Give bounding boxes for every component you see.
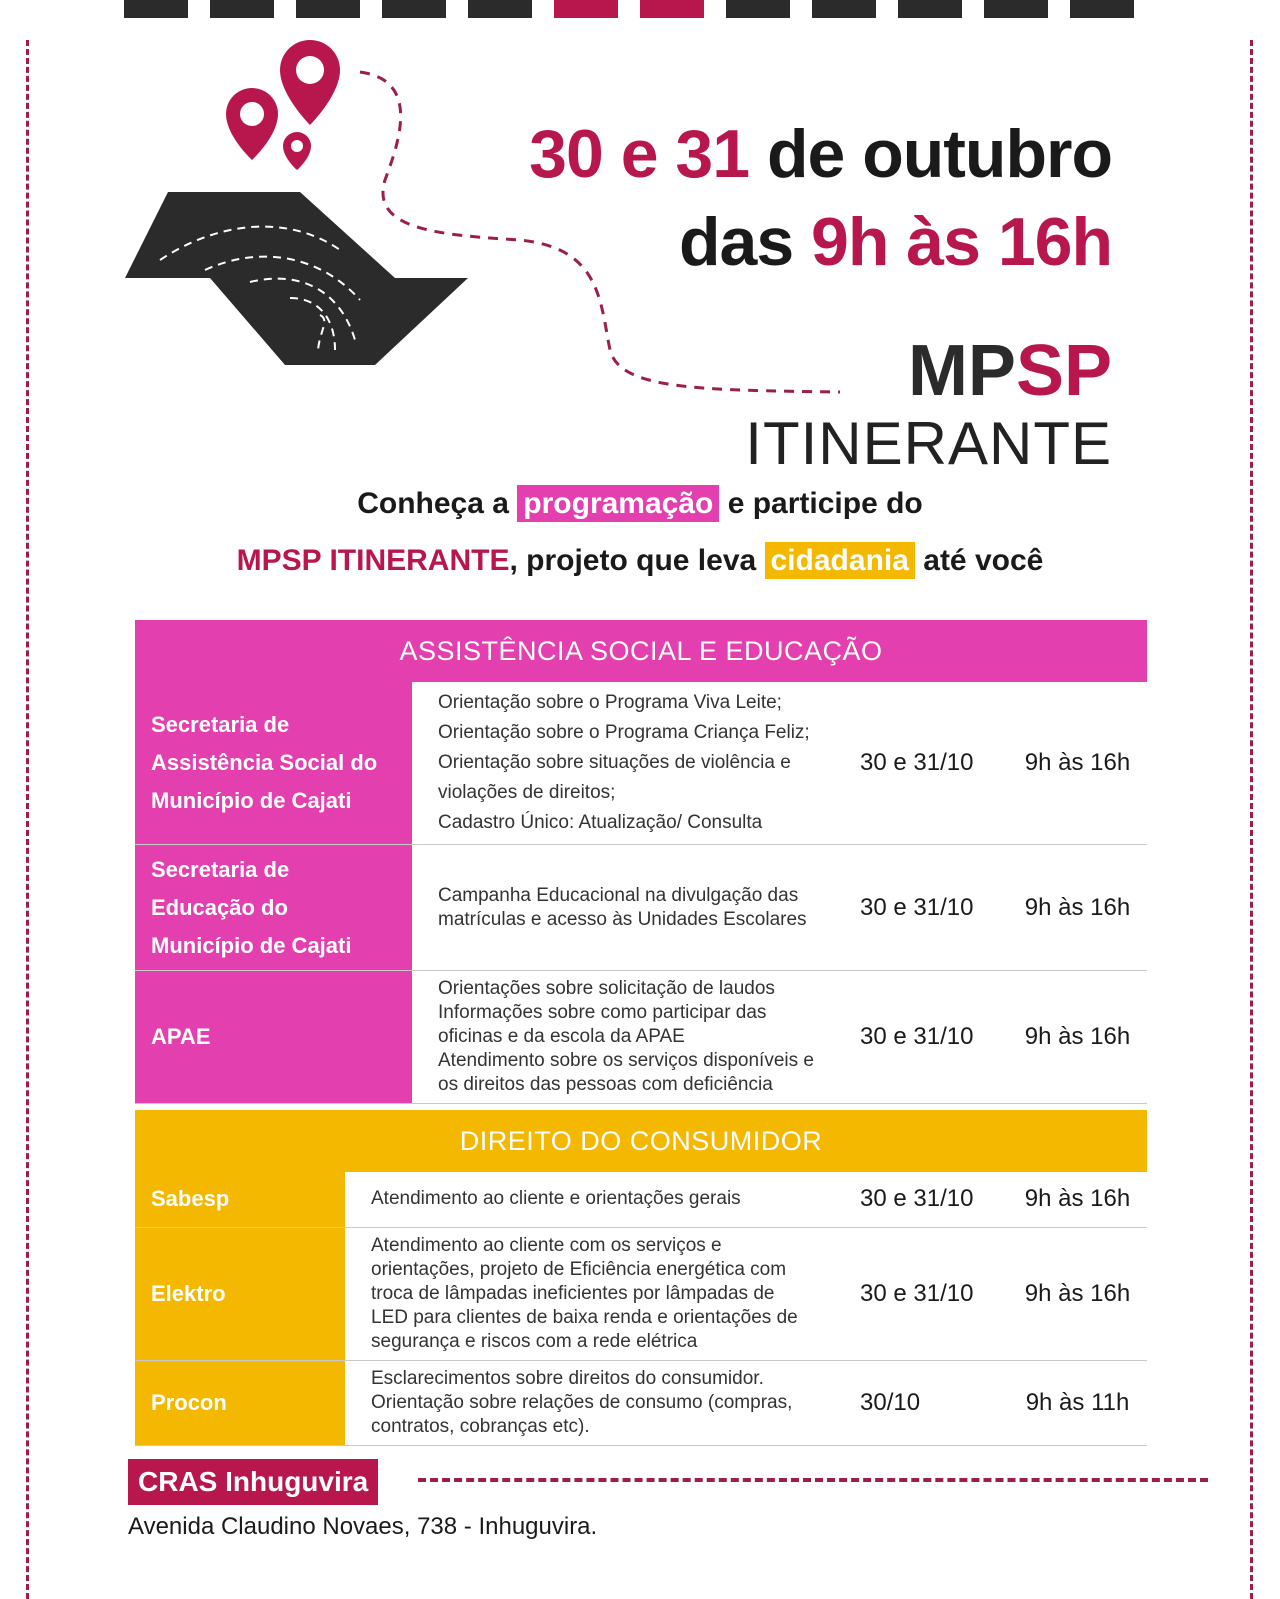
- description-line: os direitos das pessoas com deficiência: [438, 1074, 773, 1095]
- section-consumidor-table: [135, 1110, 1147, 1446]
- date-cell: 30 e 31/10: [848, 971, 1008, 1104]
- organization-name-line: Secretaria de: [151, 856, 290, 882]
- event-date-heading: [529, 110, 1112, 286]
- date-cell: 30 e 31/10: [848, 1227, 1008, 1360]
- organization-cell: [135, 1172, 345, 1227]
- description-line: Atendimento ao cliente com os serviços e: [371, 1234, 722, 1256]
- description-line: oficinas e da escola da APAE: [438, 1026, 685, 1047]
- table-row: [135, 1227, 1147, 1360]
- highlight-programacao: programação: [517, 485, 719, 522]
- organization-name-line: Educação do: [151, 894, 288, 920]
- description-cell: [412, 971, 848, 1104]
- description-line: matrículas e acesso às Unidades Escolares: [438, 908, 807, 930]
- description-cell: [345, 1227, 848, 1360]
- table-row: [135, 682, 1147, 845]
- top-bar-segment: [554, 0, 618, 18]
- right-dashed-border: [1250, 40, 1253, 1599]
- description-line: Atendimento ao cliente e orientações gerais: [371, 1188, 741, 1210]
- description-line: Campanha Educacional na divulgação das: [438, 884, 799, 906]
- intro-mpsp-name: MPSP ITINERANTE: [236, 544, 510, 577]
- intro-text: , projeto que leva: [509, 544, 765, 577]
- description-line: Esclarecimentos sobre direitos do consumidor.: [371, 1367, 764, 1389]
- brand-title: [745, 331, 1112, 411]
- venue-name-badge: CRAS Inhuguvira: [128, 1459, 378, 1505]
- intro-line-1: [0, 487, 1280, 521]
- top-bar-segment: [898, 0, 962, 18]
- description-line: Orientação sobre situações de violência e: [438, 752, 791, 773]
- organization-name-line: Procon: [151, 1389, 227, 1415]
- description-cell: [345, 1172, 848, 1227]
- top-bar-segment: [640, 0, 704, 18]
- brand-subtitle: ITINERANTE: [745, 410, 1112, 477]
- organization-cell: [135, 845, 412, 971]
- time-cell: 9h às 16h: [1008, 1172, 1147, 1227]
- intro-line-2: [0, 544, 1280, 578]
- organization-name-line: Sabesp: [151, 1186, 230, 1212]
- description-line: Orientação sobre relações de consumo (compras,: [371, 1391, 793, 1413]
- description-line: LED para clientes de baixa renda e orientações de: [371, 1306, 798, 1328]
- date-cell: 30/10: [848, 1360, 1008, 1445]
- description-line: Orientação sobre o Programa Viva Leite;: [438, 692, 782, 713]
- section-header: [135, 620, 1147, 682]
- organization-cell: [135, 1227, 345, 1360]
- event-month: de outubro: [749, 116, 1112, 192]
- brand-mp: MP: [907, 331, 1016, 411]
- top-bar-segment: [812, 0, 876, 18]
- footer-dashed-divider: [418, 1478, 1208, 1482]
- time-cell: 9h às 16h: [1008, 845, 1147, 971]
- description-line: Orientação sobre o Programa Criança Feliz;: [438, 722, 810, 743]
- top-bar-segment: [1070, 0, 1134, 18]
- organization-name-line: Município de Cajati: [151, 932, 352, 958]
- description-line: orientações, projeto de Eficiência energética com: [371, 1258, 787, 1280]
- organization-name-line: Elektro: [151, 1280, 226, 1306]
- event-dates: [529, 110, 1112, 198]
- organization-cell: [135, 971, 412, 1104]
- event-hours-range: 9h às 16h: [811, 204, 1112, 280]
- road-map-shape: [125, 192, 468, 365]
- top-bar-segment: [210, 0, 274, 18]
- top-bar-segment: [296, 0, 360, 18]
- description-line: troca de lâmpadas ineficientes por lâmpadas de: [371, 1282, 775, 1304]
- top-bar-segment: [726, 0, 790, 18]
- description-line: Cadastro Único: Atualização/ Consulta: [438, 812, 763, 833]
- description-cell: [412, 845, 848, 971]
- intro-text: até você: [914, 544, 1044, 577]
- top-bar-segment: [382, 0, 446, 18]
- table-row: [135, 1172, 1147, 1227]
- section-header: [135, 1110, 1147, 1172]
- description-cell: [412, 682, 848, 845]
- intro-text: Conheça a: [357, 487, 518, 520]
- organization-name-line: Município de Cajati: [151, 788, 352, 813]
- table-row: [135, 845, 1147, 971]
- venue-address: Avenida Claudino Novaes, 738 - Inhuguvira.: [128, 1513, 598, 1540]
- date-cell: 30 e 31/10: [848, 845, 1008, 971]
- event-hours: [529, 198, 1112, 286]
- top-bar-segment: [984, 0, 1048, 18]
- description-line: contratos, cobranças etc).: [371, 1415, 590, 1437]
- description-line: Orientações sobre solicitação de laudos: [438, 978, 775, 999]
- section-title: DIREITO DO CONSUMIDOR: [135, 1110, 1147, 1172]
- location-pin-icon: [283, 132, 311, 170]
- section-title: ASSISTÊNCIA SOCIAL E EDUCAÇÃO: [135, 620, 1147, 682]
- organization-name-line: APAE: [151, 1024, 211, 1049]
- event-hours-prefix: das: [678, 204, 812, 280]
- time-cell: 9h às 16h: [1008, 682, 1147, 845]
- date-cell: 30 e 31/10: [848, 1172, 1008, 1227]
- table-row: [135, 1360, 1147, 1445]
- organization-cell: [135, 682, 412, 845]
- top-bar-segment: [124, 0, 188, 18]
- mpsp-logo: [745, 331, 1112, 477]
- organization-name-line: Assistência Social do: [151, 750, 378, 775]
- highlight-cidadania: cidadania: [765, 542, 915, 579]
- description-cell: [345, 1360, 848, 1445]
- top-bar-segment: [468, 0, 532, 18]
- time-cell: 9h às 16h: [1008, 971, 1147, 1104]
- event-days: 30 e 31: [529, 116, 750, 192]
- time-cell: 9h às 11h: [1008, 1360, 1147, 1445]
- time-cell: 9h às 16h: [1008, 1227, 1147, 1360]
- section-assistencia-table: [135, 620, 1147, 1104]
- brand-sp: SP: [1015, 331, 1112, 411]
- date-cell: 30 e 31/10: [848, 682, 1008, 845]
- description-line: segurança e riscos com a rede elétrica: [371, 1330, 698, 1352]
- description-line: Informações sobre como participar das: [438, 1002, 767, 1023]
- location-pin-icon: [226, 88, 278, 160]
- intro-text: e participe do: [719, 487, 923, 520]
- description-line: violações de direitos;: [438, 782, 616, 803]
- description-line: Atendimento sobre os serviços disponíveis e: [438, 1050, 814, 1071]
- location-pin-icon: [280, 40, 340, 125]
- organization-cell: [135, 1360, 345, 1445]
- organization-name-line: Secretaria de: [151, 712, 290, 737]
- table-row: [135, 971, 1147, 1104]
